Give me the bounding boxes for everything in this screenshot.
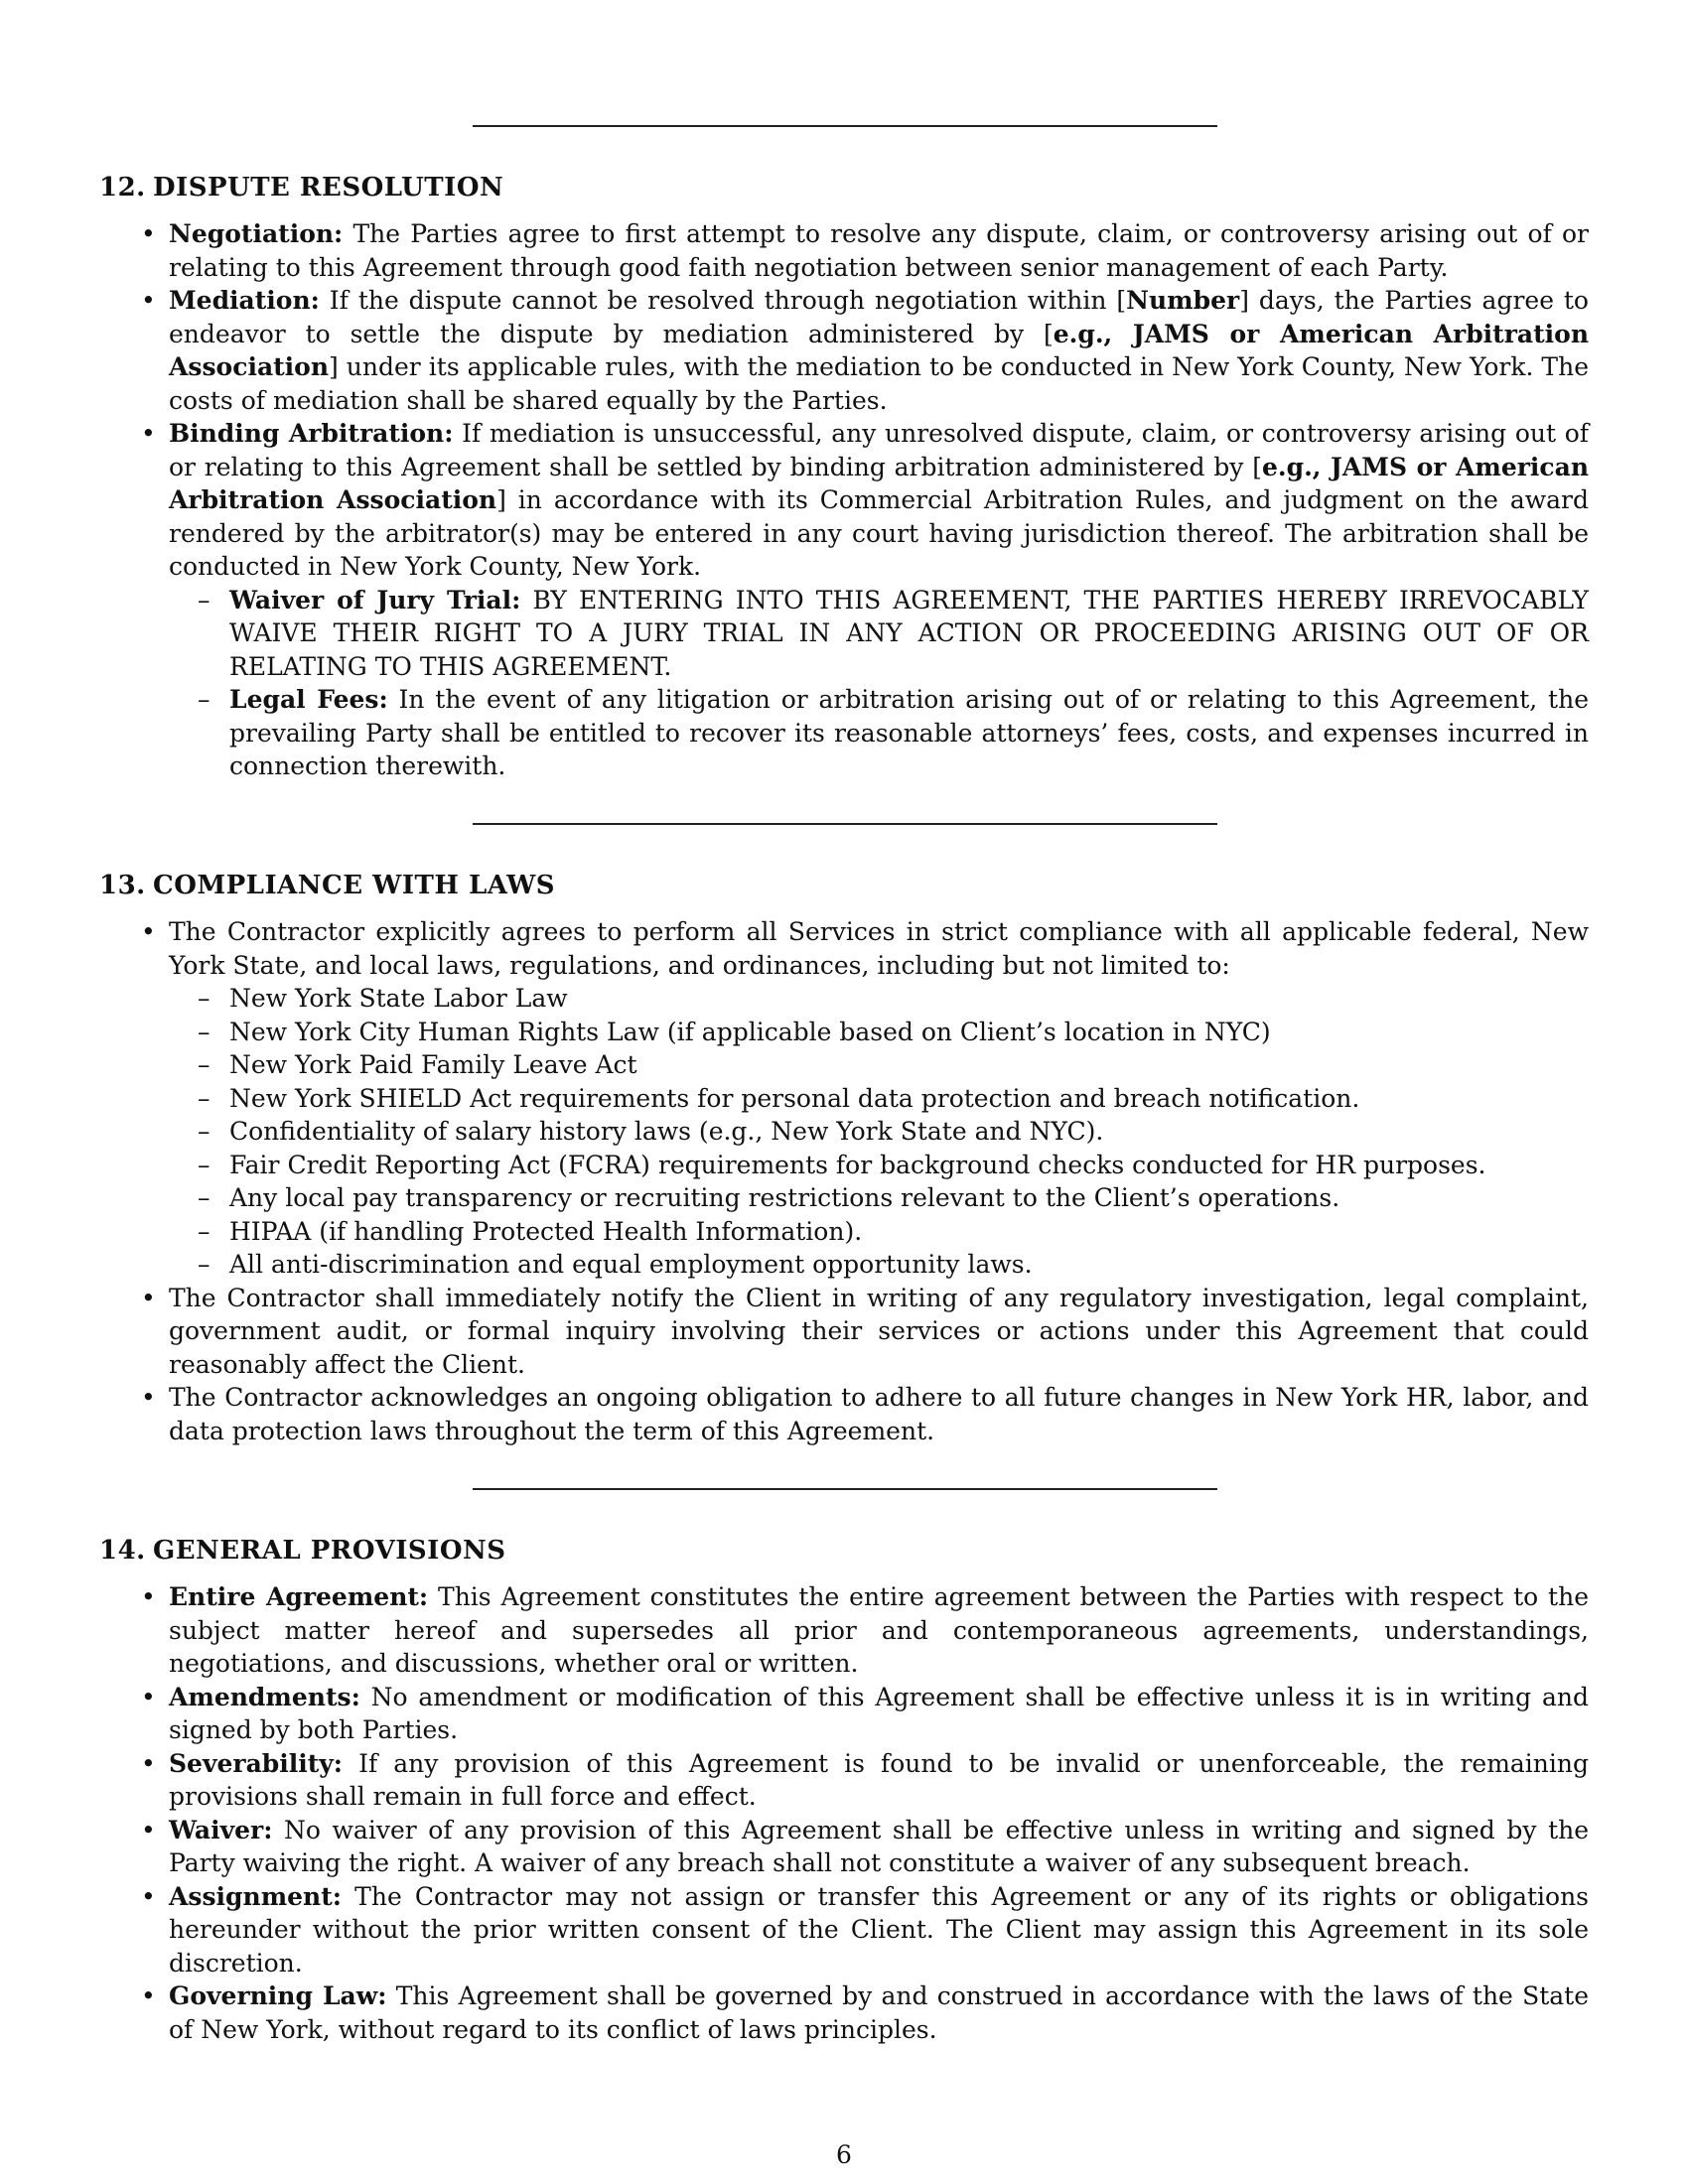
- law-item: – Confidentiality of salary history laws (e.g., New York State and NYC).: [229, 1115, 1589, 1149]
- item-text: The Parties agree to first attempt to resolve any dispute, claim, or controversy arising out of or relating to this Agreement through good faith negotiation between senior management of each Party.: [169, 219, 1590, 282]
- list-item: [169, 915, 1589, 1282]
- list-item: [169, 1747, 1589, 1814]
- placeholder-text: e.g., JAMS or American Arbitration Association: [169, 319, 1589, 381]
- section-number: 13.: [99, 871, 146, 900]
- item-term: Assignment:: [169, 1881, 343, 1911]
- item-text: ] under its applicable rules, with the mediation to be conducted in New York County, New York. The costs of mediation shall be shared equally by the Parties.: [169, 352, 1589, 415]
- placeholder-text: Number: [1126, 286, 1240, 315]
- list-item: [169, 1681, 1589, 1747]
- bullet-list: [99, 1580, 1589, 2046]
- item-term: Governing Law:: [169, 1981, 387, 2010]
- law-item: – New York State Labor Law: [229, 982, 1589, 1016]
- item-text: No amendment or modification of this Agreement shall be effective unless it is in writing and signed by both Parties.: [169, 1682, 1589, 1744]
- list-item: [169, 417, 1589, 783]
- list-item: [169, 1580, 1589, 1681]
- section-divider: [473, 125, 1217, 127]
- item-text: This Agreement shall be governed by and construed in accordance with the laws of the State of New York, without regard to its conflict of laws principles.: [169, 1981, 1589, 2044]
- item-text: In the event of any litigation or arbitration arising out of or relating to this Agreement, the prevailing Party shall be entitled to recover its reasonable attorneys’ fees, costs, and expenses incurred in connection therewith.: [229, 685, 1589, 780]
- section-heading: [99, 869, 1589, 902]
- item-text: This Agreement constitutes the entire agreement between the Parties with respect to the subject matter hereof and supersedes all prior and contemporaneous agreements, understandings, negotiations, and discussions, whether oral or written.: [169, 1582, 1589, 1678]
- item-text: No waiver of any provision of this Agreement shall be effective unless in writing and signed by the Party waiving the right. A waiver of any breach shall not constitute a waiver of any subsequent breach.: [169, 1815, 1590, 1877]
- section-title: COMPLIANCE WITH LAWS: [153, 871, 556, 900]
- list-item: [169, 284, 1589, 417]
- item-term: Entire Agreement:: [169, 1582, 429, 1611]
- sub-list-item: [229, 584, 1589, 684]
- section-number: 14.: [99, 1536, 146, 1566]
- law-item: – New York City Human Rights Law (if applicable based on Client’s location in NYC): [229, 1016, 1589, 1049]
- list-item: • The Contractor acknowledges an ongoing obligation to adhere to all future changes in New York HR, labor, and data protection laws throughout the term of this Agreement.: [169, 1381, 1589, 1447]
- item-term: Waiver:: [169, 1815, 273, 1844]
- list-item: [169, 1979, 1589, 2046]
- list-item: [169, 1880, 1589, 1980]
- section-divider: [473, 1488, 1217, 1490]
- item-text: If mediation is unsuccessful, any unresolved dispute, claim, or controversy arising out of or relating to this Agreement shall be settled by binding arbitration administered by [: [169, 419, 1589, 481]
- law-item: – HIPAA (if handling Protected Health Information).: [229, 1215, 1589, 1249]
- section-title: GENERAL PROVISIONS: [153, 1536, 506, 1566]
- law-item: – Fair Credit Reporting Act (FCRA) requirements for background checks conducted for HR purposes.: [229, 1149, 1589, 1182]
- laws-list: [169, 982, 1589, 1282]
- law-item: – All anti-discrimination and equal employment opportunity laws.: [229, 1248, 1589, 1282]
- list-item: • The Contractor shall immediately notify the Client in writing of any regulatory investigation, legal complaint, government audit, or formal inquiry involving their services or actions under this Agreement that could reasonably affect the Client.: [169, 1282, 1589, 1382]
- item-term: Negotiation:: [169, 219, 344, 248]
- law-item: – New York Paid Family Leave Act: [229, 1048, 1589, 1082]
- item-text: The Contractor may not assign or transfer this Agreement or any of its rights or obligations hereunder without the prior written consent of the Client. The Client may assign this Agreement in its sole discretion.: [169, 1881, 1589, 1978]
- item-term: Binding Arbitration:: [169, 419, 454, 448]
- bullet-list: [99, 217, 1589, 783]
- section-heading: [99, 1534, 1589, 1568]
- placeholder-text: e.g., JAMS or American Arbitration Association: [169, 452, 1590, 514]
- item-text: BY ENTERING INTO THIS AGREEMENT, THE PARTIES HEREBY IRREVOCABLY WAIVE THEIR RIGHT TO A JURY TRIAL IN ANY ACTION OR PROCEEDING ARISING OUT OF OR RELATING TO THIS AGREEMENT.: [229, 585, 1589, 681]
- list-item: [169, 217, 1589, 284]
- sub-list: [169, 584, 1589, 783]
- page-number: 6: [836, 2140, 852, 2169]
- section-number: 12.: [99, 173, 146, 203]
- item-term: Amendments:: [169, 1682, 360, 1711]
- law-item: – Any local pay transparency or recruiting restrictions relevant to the Client’s operations.: [229, 1181, 1589, 1215]
- item-text: The Contractor explicitly agrees to perform all Services in strict compliance with all applicable federal, New York State, and local laws, regulations, and ordinances, including but not limited to:: [169, 917, 1589, 980]
- section-13-compliance: [99, 869, 1589, 1447]
- section-12-dispute-resolution: [99, 171, 1589, 783]
- law-item: – New York SHIELD Act requirements for personal data protection and breach notification.: [229, 1082, 1589, 1116]
- bullet-list: [99, 915, 1589, 1447]
- list-item: [169, 1814, 1589, 1880]
- section-divider: [473, 823, 1217, 825]
- item-term: Waiver of Jury Trial:: [229, 585, 521, 614]
- sub-list-item: [229, 683, 1589, 783]
- item-term: Severability:: [169, 1748, 344, 1778]
- item-text: ] days, the Parties agree to endeavor to settle the dispute by mediation administered by [: [169, 286, 1589, 348]
- item-term: Legal Fees:: [229, 685, 388, 714]
- item-term: Mediation:: [169, 286, 320, 315]
- section-title: DISPUTE RESOLUTION: [153, 173, 504, 203]
- section-14-general-provisions: [99, 1534, 1589, 2046]
- item-text: If the dispute cannot be resolved through negotiation within [: [329, 286, 1127, 315]
- item-text: ] in accordance with its Commercial Arbitration Rules, and judgment on the award rendered by the arbitrator(s) may be entered in any court having jurisdiction thereof. The arbitration shall be conducted in New York County, New York.: [169, 485, 1589, 581]
- section-heading: [99, 171, 1589, 205]
- item-text: If any provision of this Agreement is found to be invalid or unenforceable, the remaining provisions shall remain in full force and effect.: [169, 1748, 1589, 1811]
